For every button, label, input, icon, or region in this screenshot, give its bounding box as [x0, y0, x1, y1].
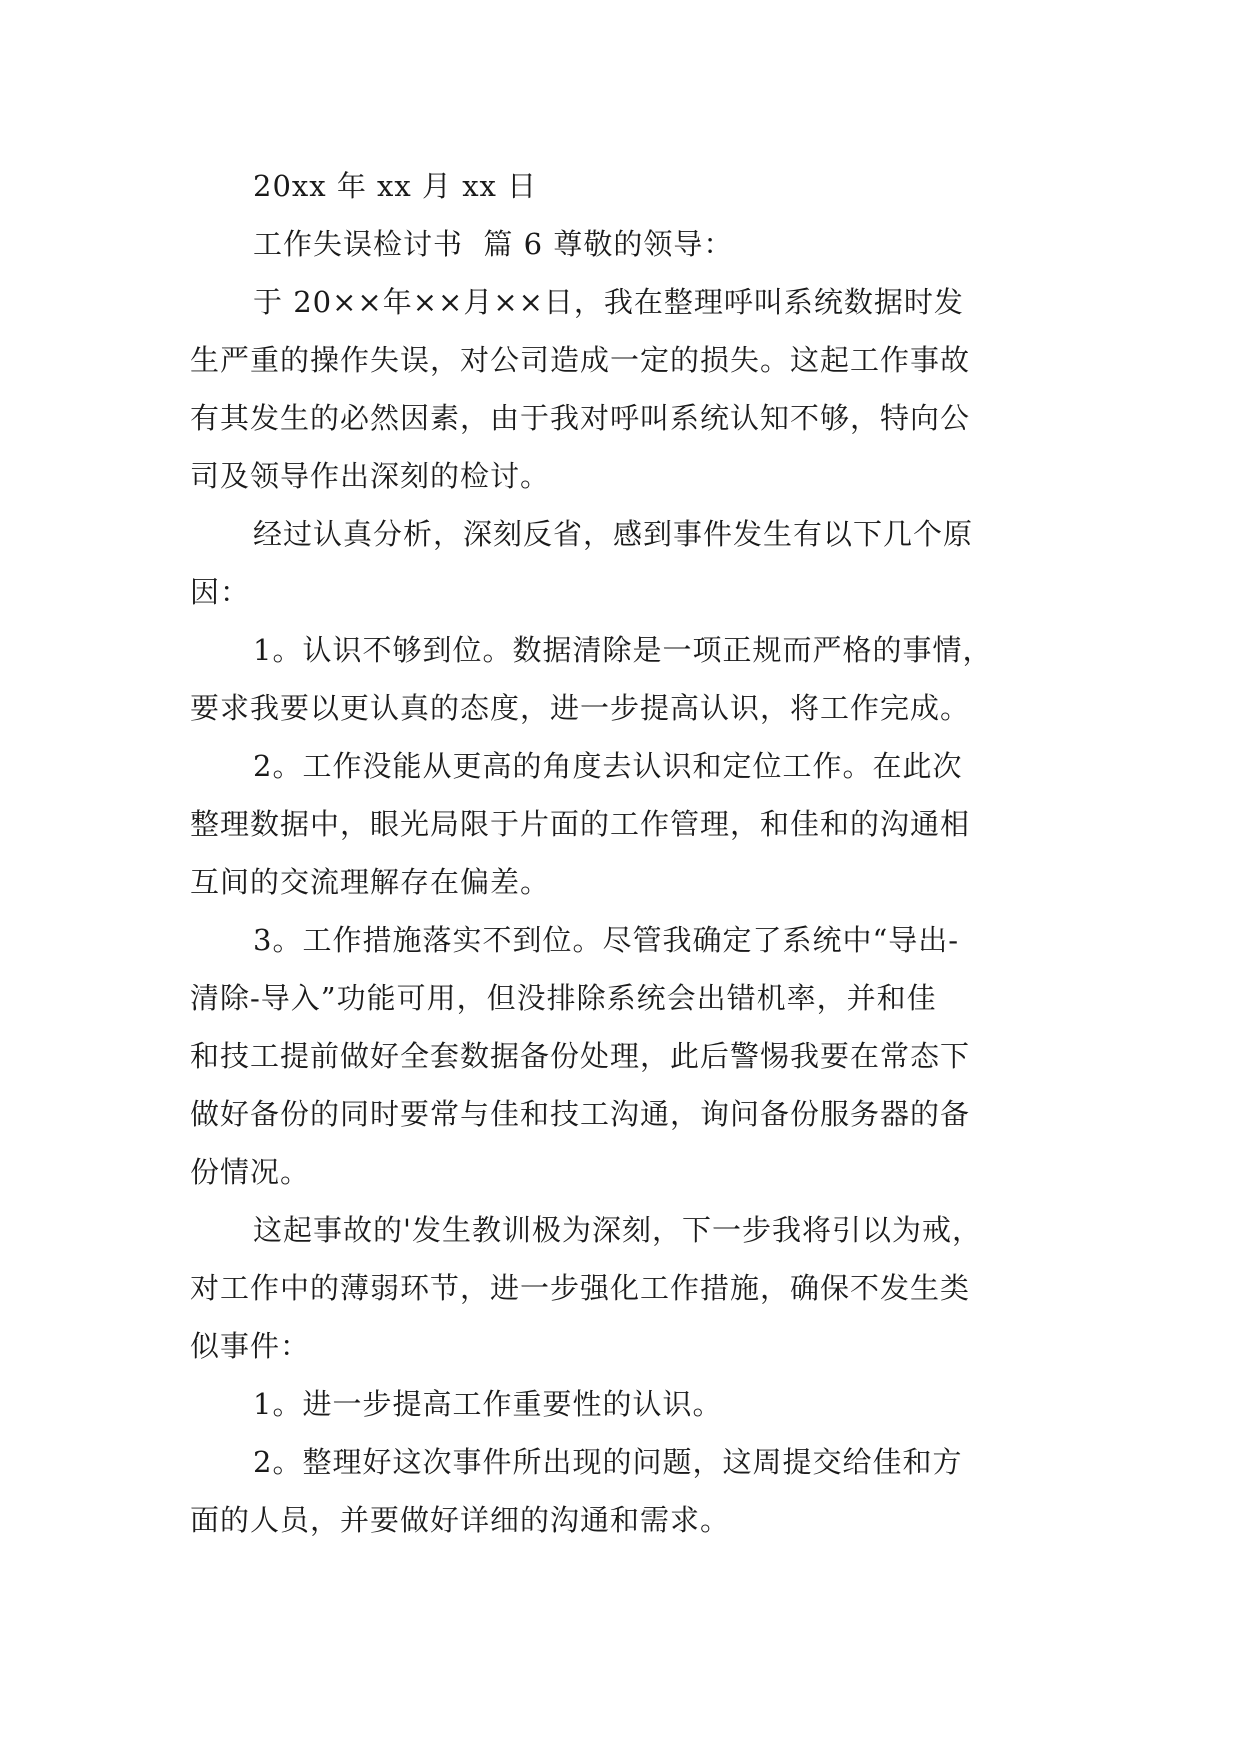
paragraph-line: 这起事故的'发生教训极为深刻，下一步我将引以为戒， [253, 1213, 982, 1247]
list-item-line: 1。进一步提高工作重要性的认识。 [253, 1387, 723, 1421]
date-line: 20xx 年 xx 月 xx 日 [253, 169, 538, 203]
list-item-line: 要求我要以更认真的态度，进一步提高认识，将工作完成。 [190, 691, 971, 725]
title-line: 工作失误检讨书 篇 6 尊敬的领导： [253, 227, 734, 261]
list-item-line: 清除-导入”功能可用，但没排除系统会出错机率，并和佳 [190, 981, 937, 1015]
paragraph-line: 因： [190, 575, 251, 609]
paragraph-line: 生严重的操作失误，对公司造成一定的损失。这起工作事故 [190, 343, 971, 377]
list-item-line: 2。整理好这次事件所出现的问题，这周提交给佳和方 [253, 1445, 963, 1479]
list-item-line: 面的人员，并要做好详细的沟通和需求。 [190, 1503, 731, 1537]
paragraph-line: 于 20××年××月××日，我在整理呼叫系统数据时发 [253, 285, 964, 319]
list-item-line: 份情况。 [190, 1155, 311, 1189]
list-item-line: 2。工作没能从更高的角度去认识和定位工作。在此次 [253, 749, 963, 783]
paragraph-line: 有其发生的必然因素，由于我对呼叫系统认知不够，特向公 [190, 401, 971, 435]
list-item-line: 1。认识不够到位。数据清除是一项正规而严格的事情， [253, 633, 993, 667]
paragraph-line: 司及领导作出深刻的检讨。 [190, 459, 551, 493]
paragraph-line: 对工作中的薄弱环节，进一步强化工作措施，确保不发生类 [190, 1271, 971, 1305]
list-item-line: 互间的交流理解存在偏差。 [190, 865, 551, 899]
list-item-line: 和技工提前做好全套数据备份处理，此后警惕我要在常态下 [190, 1039, 971, 1073]
list-item-line: 3。工作措施落实不到位。尽管我确定了系统中“导出- [253, 923, 960, 957]
paragraph-line: 经过认真分析，深刻反省，感到事件发生有以下几个原 [253, 517, 974, 551]
paragraph-line: 似事件： [190, 1329, 311, 1363]
list-item-line: 整理数据中，眼光局限于片面的工作管理，和佳和的沟通相 [190, 807, 971, 841]
list-item-line: 做好备份的同时要常与佳和技工沟通，询问备份服务器的备 [190, 1097, 971, 1131]
